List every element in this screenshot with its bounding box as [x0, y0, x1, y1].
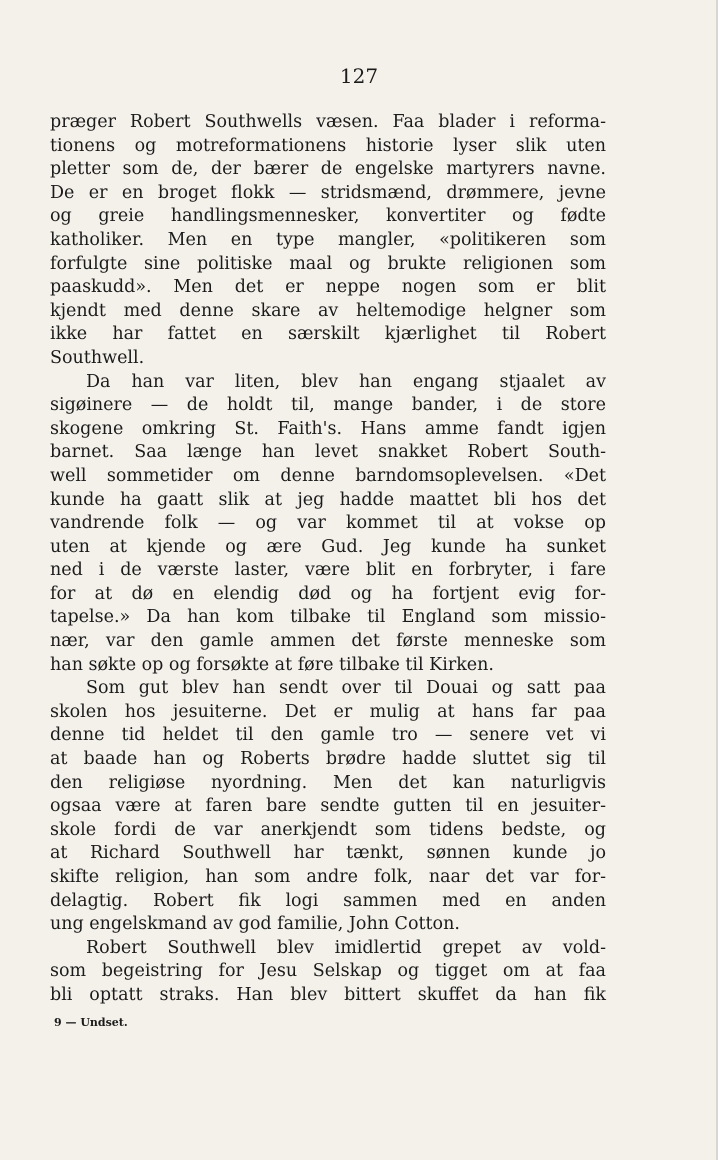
text-line: Southwell. — [50, 347, 145, 368]
text-line: at baade han og Roberts brødre hadde sluttet sig til — [50, 749, 606, 770]
paragraph — [50, 677, 606, 937]
text-line: han søkte op og forsøkte at føre tilbake til Kirken. — [50, 654, 494, 675]
paragraph — [50, 937, 606, 1008]
text-line: skole fordi de var anerkjendt som tidens bedste, og — [50, 819, 606, 840]
text-line: paaskudd». Men det er neppe nogen som er blit — [50, 277, 606, 298]
text-line: at Richard Southwell har tænkt, sønnen kunde jo — [50, 843, 606, 864]
text-line: ogsaa være at faren bare sendte gutten til en jesuiter- — [50, 796, 606, 817]
text-line: skogene omkring St. Faith's. Hans amme fandt igjen — [50, 418, 606, 439]
text-line: kunde ha gaatt slik at jeg hadde maattet bli hos det — [50, 489, 606, 510]
text-line: De er en broget flokk — stridsmænd, drømmere, jevne — [50, 182, 606, 203]
text-line: forfulgte sine politiske maal og brukte religionen som — [50, 253, 606, 274]
paragraph — [50, 371, 606, 678]
text-line: delagtig. Robert fik logi sammen med en anden — [50, 890, 606, 911]
text-line: vandrende folk — og var kommet til at vokse op — [50, 513, 606, 534]
signature-mark: 9 — Undset. — [54, 1016, 128, 1029]
text-line: Som gut blev han sendt over til Douai og satt paa — [86, 678, 606, 699]
text-line: tapelse.» Da han kom tilbake til England som missio- — [50, 607, 606, 628]
text-line: Da han var liten, blev han engang stjaalet av — [86, 371, 606, 392]
text-line: som begeistring for Jesu Selskap og tigget om at faa — [50, 961, 606, 982]
text-line: kjendt med denne skare av heltemodige helgner som — [50, 300, 606, 321]
page-number: 127 — [339, 64, 379, 88]
text-line: præger Robert Southwells væsen. Faa blader i reforma- — [50, 112, 606, 132]
text-line: ikke har fattet en særskilt kjærlighet til Robert — [50, 324, 606, 345]
text-line: denne tid heldet til den gamle tro — senere vet vi — [50, 725, 606, 746]
text-line: tionens og motreformationens historie lyser slik uten — [50, 135, 606, 156]
text-line: pletter som de, der bærer de engelske martyrers navne. — [50, 159, 606, 180]
text-line: katholiker. Men en type mangler, «politikeren som — [50, 229, 606, 250]
text-line: ung engelskmand av god familie, John Cotton. — [50, 914, 460, 935]
body-text — [50, 111, 606, 1008]
text-line: skifte religion, han som andre folk, naar det var for- — [50, 867, 606, 887]
text-line: Robert Southwell blev imidlertid grepet av vold- — [86, 937, 606, 958]
text-line: ned i de værste laster, være blit en forbryter, i fare — [50, 560, 606, 581]
text-line: bli optatt straks. Han blev bittert skuffet da han fik — [50, 984, 606, 1005]
text-line: og greie handlingsmennesker, konvertiter og fødte — [50, 206, 606, 227]
text-line: skolen hos jesuiterne. Det er mulig at hans far paa — [50, 701, 606, 722]
text-line: uten at kjende og ære Gud. Jeg kunde ha sunket — [50, 536, 606, 557]
text-line: barnet. Saa længe han levet snakket Robert South- — [50, 442, 606, 463]
text-line: sigøinere — de holdt til, mange bander, i de store — [50, 395, 606, 416]
text-line: den religiøse nyordning. Men det kan naturligvis — [50, 772, 606, 793]
text-line: well sommetider om denne barndomsoplevelsen. «Det — [50, 465, 606, 486]
paragraph — [50, 111, 606, 371]
text-line: nær, var den gamle ammen det første menneske som — [50, 631, 606, 652]
text-line: for at dø en elendig død og ha fortjent evig for- — [50, 583, 606, 604]
